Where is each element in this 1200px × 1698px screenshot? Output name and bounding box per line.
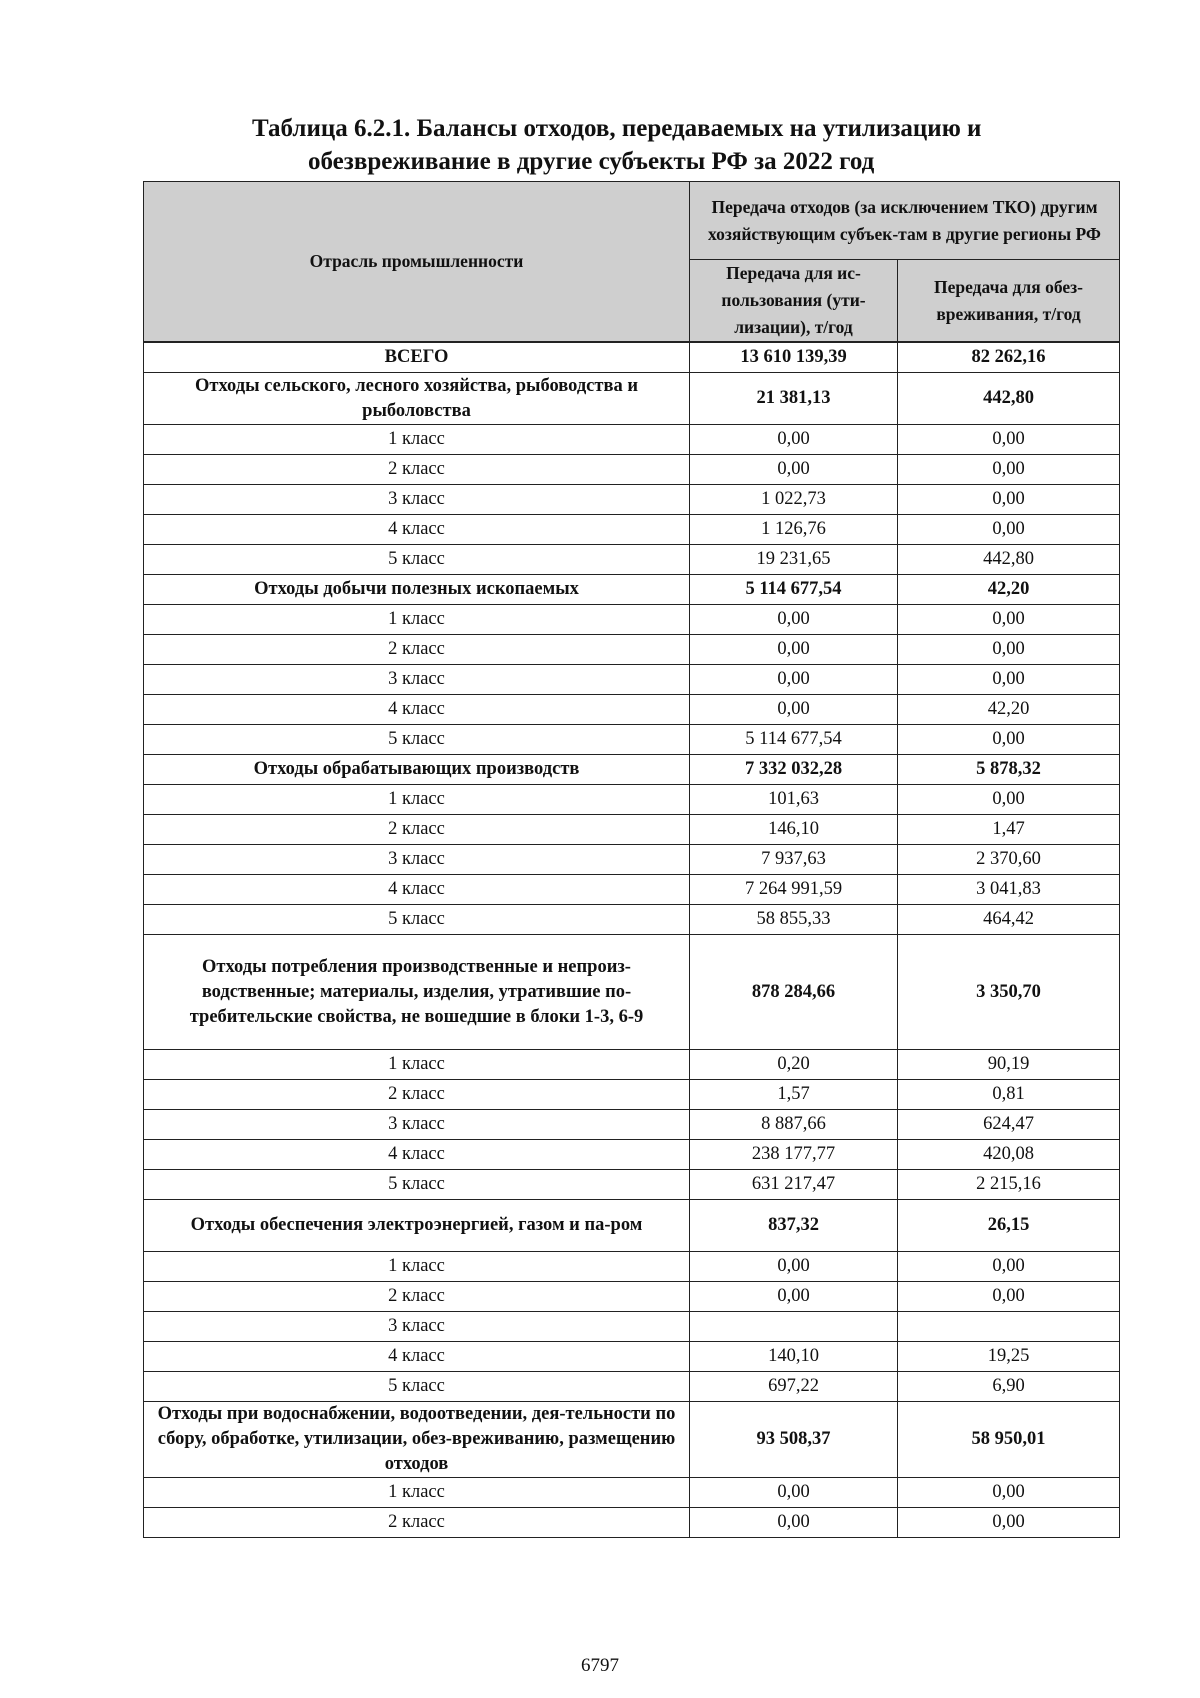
utilization-value: 8 887,66: [690, 1110, 898, 1140]
class-row: [144, 1342, 1120, 1372]
utilization-value: 0,00: [690, 1508, 898, 1538]
neutralization-value: 3 041,83: [898, 875, 1120, 905]
table-title-line-1: Таблица 6.2.1. Балансы отходов, передаваемых на утилизацию и: [252, 115, 982, 142]
neutralization-value: 0,00: [898, 485, 1120, 515]
neutralization-value: 1,47: [898, 815, 1120, 845]
utilization-value: 0,00: [690, 665, 898, 695]
row-label: Отходы обеспечения электроэнергией, газом и па-ром: [144, 1200, 690, 1252]
table-title: [200, 112, 1120, 178]
neutralization-value: 0,00: [898, 605, 1120, 635]
utilization-value: 7 264 991,59: [690, 875, 898, 905]
class-row: [144, 845, 1120, 875]
utilization-value: 0,00: [690, 605, 898, 635]
utilization-value: 0,20: [690, 1050, 898, 1080]
neutralization-value: 0,00: [898, 1508, 1120, 1538]
row-label: 3 класс: [144, 1312, 690, 1342]
row-label: 2 класс: [144, 1080, 690, 1110]
row-label: 5 класс: [144, 545, 690, 575]
neutralization-value: 442,80: [898, 373, 1120, 425]
row-label: 4 класс: [144, 875, 690, 905]
row-label: 3 класс: [144, 485, 690, 515]
utilization-value: 631 217,47: [690, 1170, 898, 1200]
row-label: 4 класс: [144, 1140, 690, 1170]
utilization-value: 0,00: [690, 425, 898, 455]
row-label: 4 класс: [144, 1342, 690, 1372]
neutralization-value: 19,25: [898, 1342, 1120, 1372]
neutralization-value: 420,08: [898, 1140, 1120, 1170]
table-body: [144, 342, 1120, 1538]
neutralization-value: 0,00: [898, 515, 1120, 545]
neutralization-value: 42,20: [898, 575, 1120, 605]
utilization-value: 7 937,63: [690, 845, 898, 875]
class-row: [144, 425, 1120, 455]
row-label: 2 класс: [144, 455, 690, 485]
utilization-value: [690, 1312, 898, 1342]
neutralization-value: 0,00: [898, 1282, 1120, 1312]
utilization-value: 1 022,73: [690, 485, 898, 515]
utilization-value: 7 332 032,28: [690, 755, 898, 785]
page-number: 6797: [581, 1655, 619, 1676]
class-row: [144, 725, 1120, 755]
class-row: [144, 635, 1120, 665]
row-label: Отходы потребления производственные и непроиз-водственные; материалы, изделия, утратившие по-требительские свойства, не вошедшие в блоки 1-3, 6-9: [144, 935, 690, 1050]
neutralization-value: 0,00: [898, 1478, 1120, 1508]
neutralization-value: 2 370,60: [898, 845, 1120, 875]
neutralization-value: 0,00: [898, 1252, 1120, 1282]
class-row: [144, 545, 1120, 575]
utilization-value: 697,22: [690, 1372, 898, 1402]
table-title-line-2: обезвреживание в другие субъекты РФ за 2022 год: [308, 148, 875, 175]
row-label: 4 класс: [144, 695, 690, 725]
header-neutralization: Передача для обез-вреживания, т/год: [898, 260, 1120, 343]
neutralization-value: 82 262,16: [898, 342, 1120, 373]
class-row: [144, 1372, 1120, 1402]
row-label: 2 класс: [144, 1282, 690, 1312]
utilization-value: 13 610 139,39: [690, 342, 898, 373]
utilization-value: 1,57: [690, 1080, 898, 1110]
class-row: [144, 785, 1120, 815]
row-label: 2 класс: [144, 1508, 690, 1538]
utilization-value: 101,63: [690, 785, 898, 815]
neutralization-value: 0,00: [898, 455, 1120, 485]
utilization-value: 0,00: [690, 1252, 898, 1282]
utilization-value: 0,00: [690, 1282, 898, 1312]
utilization-value: 0,00: [690, 1478, 898, 1508]
neutralization-value: 2 215,16: [898, 1170, 1120, 1200]
class-row: [144, 1312, 1120, 1342]
utilization-value: 837,32: [690, 1200, 898, 1252]
row-label: 3 класс: [144, 665, 690, 695]
neutralization-value: 42,20: [898, 695, 1120, 725]
group-row: [144, 575, 1120, 605]
neutralization-value: 58 950,01: [898, 1402, 1120, 1478]
utilization-value: 19 231,65: [690, 545, 898, 575]
class-row: [144, 815, 1120, 845]
header-industry: Отрасль промышленности: [144, 182, 690, 343]
class-row: [144, 1170, 1120, 1200]
waste-balance-table: [143, 181, 1120, 1538]
neutralization-value: 26,15: [898, 1200, 1120, 1252]
class-row: [144, 1050, 1120, 1080]
row-label: Отходы обрабатывающих производств: [144, 755, 690, 785]
neutralization-value: 0,00: [898, 635, 1120, 665]
row-label: 4 класс: [144, 515, 690, 545]
utilization-value: 0,00: [690, 695, 898, 725]
neutralization-value: 6,90: [898, 1372, 1120, 1402]
class-row: [144, 875, 1120, 905]
row-label: Отходы сельского, лесного хозяйства, рыбоводства и рыболовства: [144, 373, 690, 425]
class-row: [144, 1140, 1120, 1170]
row-label: 1 класс: [144, 1478, 690, 1508]
utilization-value: 1 126,76: [690, 515, 898, 545]
neutralization-value: 90,19: [898, 1050, 1120, 1080]
class-row: [144, 905, 1120, 935]
neutralization-value: 0,00: [898, 785, 1120, 815]
row-label: 5 класс: [144, 905, 690, 935]
neutralization-value: 464,42: [898, 905, 1120, 935]
neutralization-value: 0,00: [898, 725, 1120, 755]
class-row: [144, 605, 1120, 635]
utilization-value: 5 114 677,54: [690, 725, 898, 755]
utilization-value: 238 177,77: [690, 1140, 898, 1170]
group-row: [144, 1200, 1120, 1252]
utilization-value: 140,10: [690, 1342, 898, 1372]
row-label: 1 класс: [144, 785, 690, 815]
class-row: [144, 1080, 1120, 1110]
utilization-value: 0,00: [690, 635, 898, 665]
class-row: [144, 1282, 1120, 1312]
class-row: [144, 515, 1120, 545]
utilization-value: 146,10: [690, 815, 898, 845]
total-row: [144, 342, 1120, 373]
group-row: [144, 373, 1120, 425]
header-transfer: Передача отходов (за исключением ТКО) другим хозяйствующим субъек-там в другие регионы РФ: [690, 182, 1120, 260]
group-row: [144, 1402, 1120, 1478]
neutralization-value: 3 350,70: [898, 935, 1120, 1050]
row-label: 3 класс: [144, 1110, 690, 1140]
group-row: [144, 935, 1120, 1050]
class-row: [144, 1252, 1120, 1282]
neutralization-value: 0,00: [898, 425, 1120, 455]
row-label: 2 класс: [144, 815, 690, 845]
class-row: [144, 1110, 1120, 1140]
neutralization-value: 624,47: [898, 1110, 1120, 1140]
class-row: [144, 665, 1120, 695]
row-label: 1 класс: [144, 605, 690, 635]
utilization-value: 93 508,37: [690, 1402, 898, 1478]
class-row: [144, 1478, 1120, 1508]
neutralization-value: 442,80: [898, 545, 1120, 575]
class-row: [144, 485, 1120, 515]
utilization-value: 0,00: [690, 455, 898, 485]
neutralization-value: [898, 1312, 1120, 1342]
row-label: Отходы добычи полезных ископаемых: [144, 575, 690, 605]
row-label: 3 класс: [144, 845, 690, 875]
row-label: ВСЕГО: [144, 342, 690, 373]
row-label: 1 класс: [144, 1252, 690, 1282]
neutralization-value: 0,00: [898, 665, 1120, 695]
row-label: 5 класс: [144, 725, 690, 755]
row-label: 2 класс: [144, 635, 690, 665]
neutralization-value: 5 878,32: [898, 755, 1120, 785]
utilization-value: 21 381,13: [690, 373, 898, 425]
row-label: Отходы при водоснабжении, водоотведении, дея-тельности по сбору, обработке, утилизации, обез-вреживанию, размещению отходов: [144, 1402, 690, 1478]
class-row: [144, 1508, 1120, 1538]
class-row: [144, 455, 1120, 485]
class-row: [144, 695, 1120, 725]
utilization-value: 878 284,66: [690, 935, 898, 1050]
row-label: 1 класс: [144, 425, 690, 455]
utilization-value: 58 855,33: [690, 905, 898, 935]
row-label: 5 класс: [144, 1372, 690, 1402]
header-utilization: Передача для ис-пользования (ути-лизации), т/год: [690, 260, 898, 343]
row-label: 1 класс: [144, 1050, 690, 1080]
neutralization-value: 0,81: [898, 1080, 1120, 1110]
utilization-value: 5 114 677,54: [690, 575, 898, 605]
row-label: 5 класс: [144, 1170, 690, 1200]
group-row: [144, 755, 1120, 785]
